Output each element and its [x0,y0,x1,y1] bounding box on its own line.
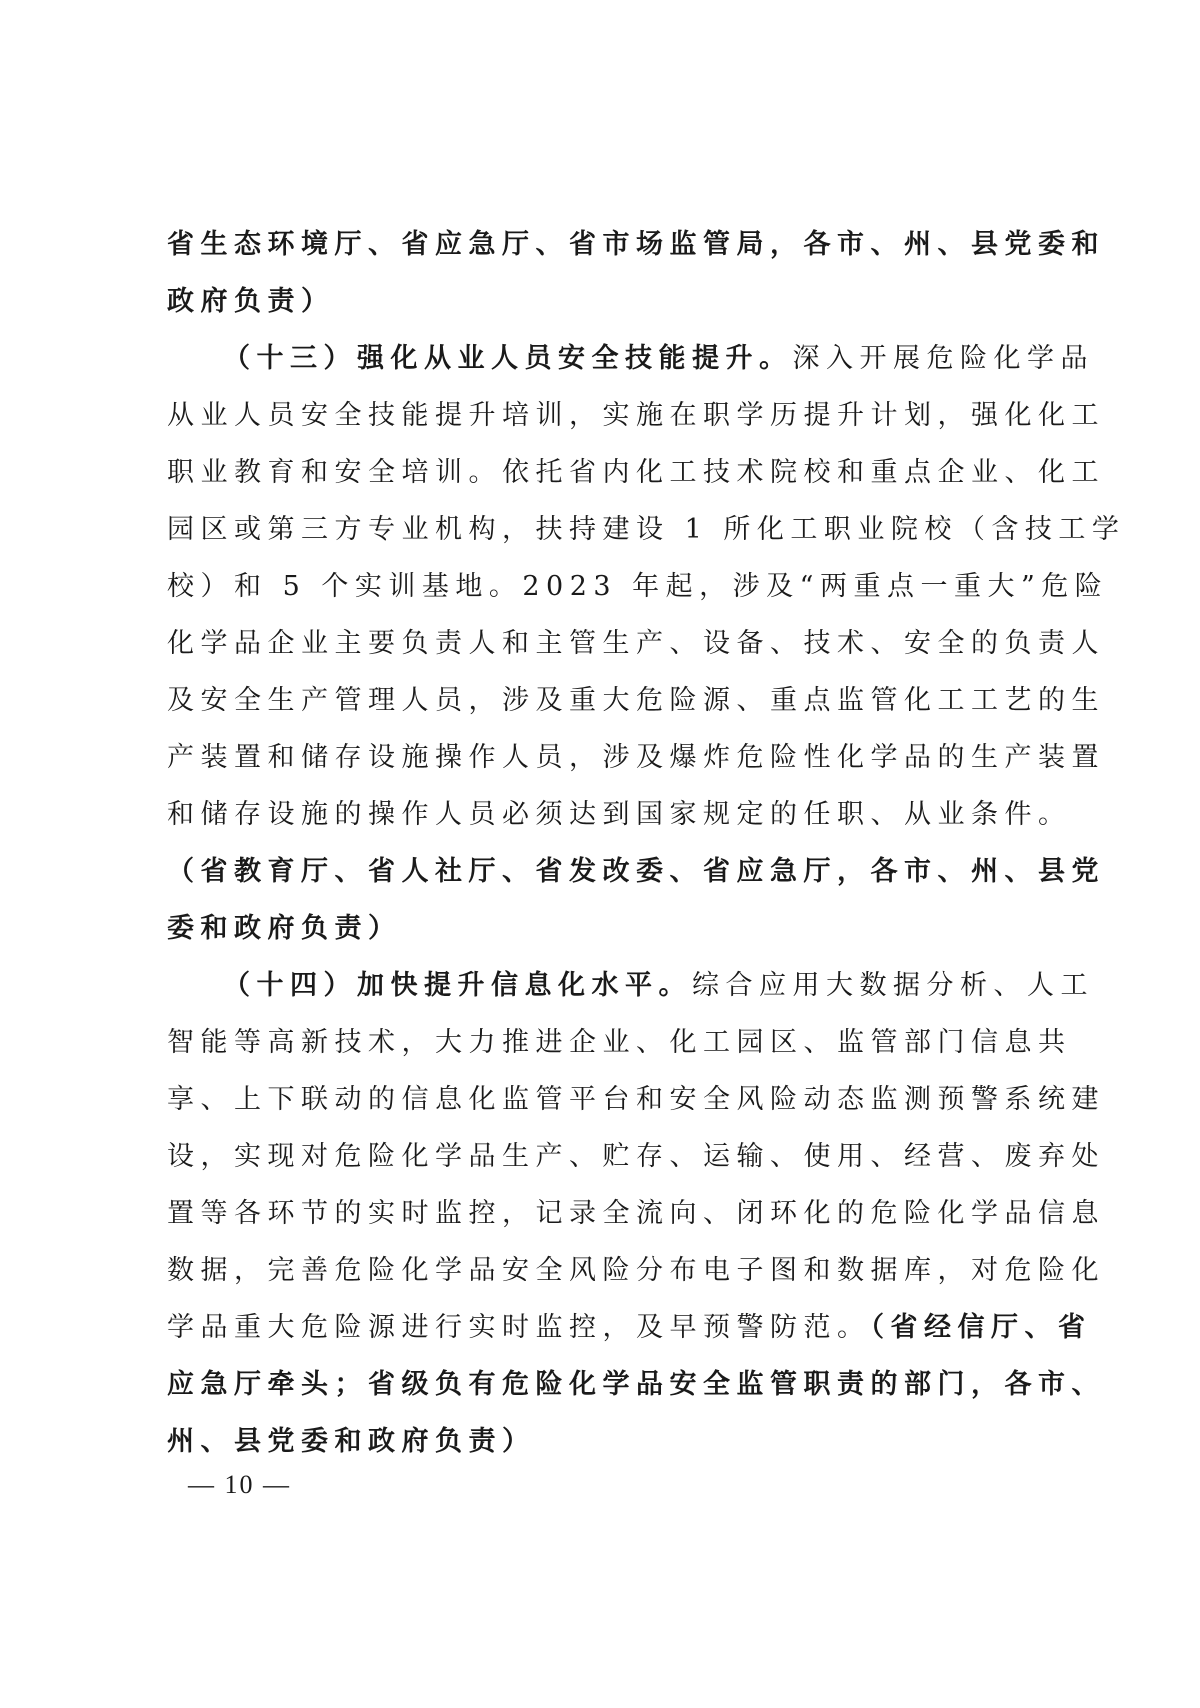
text-segment: 深入开展危险化学品 [792,343,1094,374]
text-segment: 从业人员安全技能提升培训，实施在职学历提升计划，强化化工 [167,400,1105,431]
text-line [167,444,1105,501]
bold-text-segment: 政府负责） [167,286,335,317]
text-line [167,1071,1105,1128]
text-line [167,330,1094,387]
text-line [167,615,1105,672]
text-segment: 化学品企业主要负责人和主管生产、设备、技术、安全的负责人 [167,628,1105,659]
bold-text-segment: （十四）加快提升信息化水平。 [223,970,692,1001]
text-line [167,900,1013,957]
text-line [167,1299,1092,1356]
text-line [167,216,1105,273]
text-line [167,1014,1072,1071]
text-segment: 和储存设施的操作人员必须达到国家规定的任职、从业条件。 [167,799,1072,830]
text-line [167,1356,1105,1413]
text-segment: 产装置和储存设施操作人员，涉及爆炸危险性化学品的生产装置 [167,742,1105,773]
text-segment: 享、上下联动的信息化监管平台和安全风险动态监测预警系统建 [167,1084,1105,1115]
text-line [167,387,1105,444]
bold-text-segment: （省经信厅、省 [870,1312,1092,1343]
body-text [167,216,1126,1470]
bold-text-segment: 省生态环境厅、省应急厅、省市场监管局，各市、州、县党委和 [167,229,1105,260]
text-line [167,786,1072,843]
bold-text-segment: （十三）强化从业人员安全技能提升。 [223,343,793,374]
text-segment: 数据，完善危险化学品安全风险分布电子图和数据库，对危险化 [167,1255,1105,1286]
text-line [167,1413,1013,1470]
text-segment: 职业教育和安全培训。依托省内化工技术院校和重点企业、化工 [167,457,1105,488]
text-segment: 学品重大危险源进行实时监控，及早预警防范。 [167,1312,871,1343]
bold-text-segment: 州、县党委和政府负责） [167,1426,536,1457]
text-segment: 综合应用大数据分析、人工 [692,970,1094,1001]
text-segment: 设，实现对危险化学品生产、贮存、运输、使用、经营、废弃处 [167,1141,1105,1172]
text-segment: 置等各环节的实时监控，记录全流向、闭环化的危险化学品信息 [167,1198,1105,1229]
bold-text-segment: 应急厅牵头；省级负有危险化学品安全监管职责的部门，各市、 [167,1369,1105,1400]
text-line [167,1185,1105,1242]
text-segment: 及安全生产管理人员，涉及重大危险源、重点监管化工工艺的生 [167,685,1105,716]
text-line [167,843,1105,900]
text-line [167,273,1013,330]
text-segment: 智能等高新技术，大力推进企业、化工园区、监管部门信息共 [167,1027,1072,1058]
text-line [167,1242,1105,1299]
page-number: — 10 — [188,1470,291,1499]
text-line [167,957,1094,1014]
bold-text-segment: （省教育厅、省人社厅、省发改委、省应急厅，各市、州、县党 [167,856,1105,887]
text-line [167,1128,1105,1185]
text-line [167,501,1126,558]
bold-text-segment: 委和政府负责） [167,913,402,944]
text-line [167,672,1105,729]
text-segment: 园区或第三方专业机构，扶持建设 1 所化工职业院校（含技工学 [167,514,1126,545]
text-line [167,558,1109,615]
text-segment: 校）和 5 个实训基地。2023 年起，涉及“两重点一重大”危险 [167,571,1109,602]
text-line [167,729,1105,786]
